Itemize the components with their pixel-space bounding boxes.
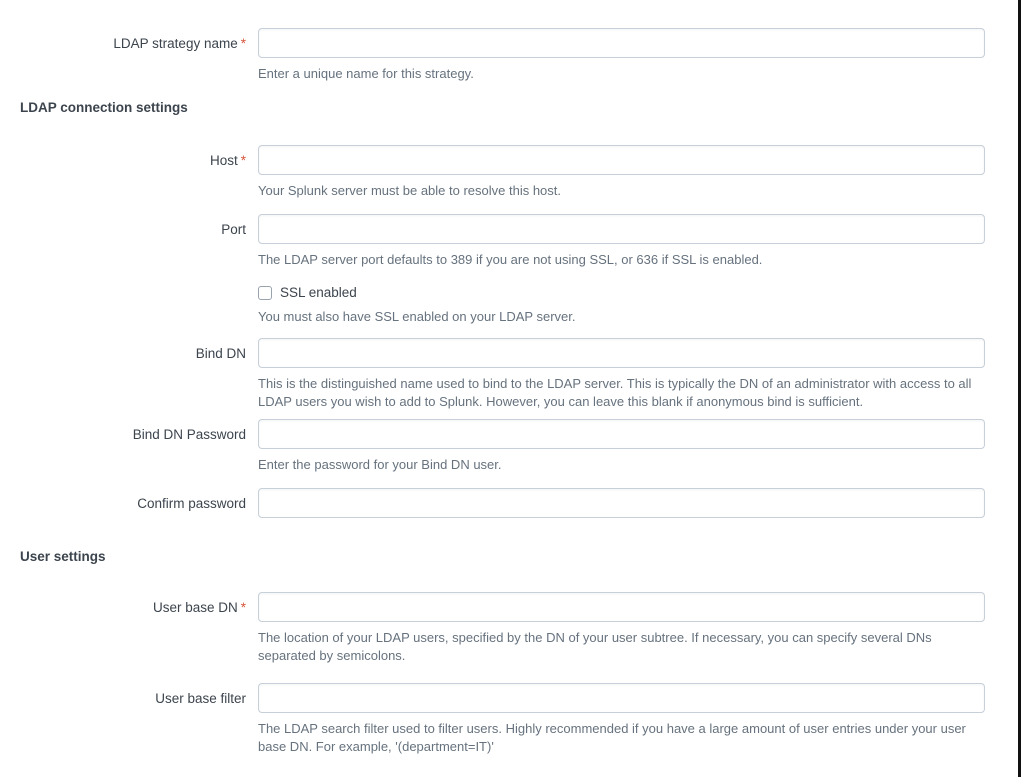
ssl-enabled-label[interactable]: SSL enabled: [280, 285, 357, 300]
host-label-text: Host: [209, 153, 238, 168]
bind-dn-password-input[interactable]: [258, 419, 985, 449]
port-help: The LDAP server port defaults to 389 if you are not using SSL, or 636 if SSL is enabled.: [258, 252, 763, 267]
section-heading-user-settings: User settings: [20, 549, 106, 564]
port-input[interactable]: [258, 214, 985, 244]
host-label: [0, 145, 258, 169]
user-base-dn-label-text: User base DN: [152, 600, 238, 615]
bind-dn-help: This is the distinguished name used to bind to the LDAP server. This is typically the DN of an administrator with access to all LDAP users you wish to add to Splunk. However, you can leave this blank if anonymous bind is sufficient.: [258, 376, 972, 409]
port-label-text: Port: [221, 222, 246, 237]
form-row-host: [0, 145, 1024, 200]
confirm-password-label: [0, 488, 258, 512]
user-base-dn-input[interactable]: [258, 592, 985, 622]
required-asterisk: *: [240, 600, 246, 615]
strategy-name-label-text: LDAP strategy name: [113, 36, 238, 51]
ssl-enabled-checkbox[interactable]: [258, 286, 272, 300]
bind-dn-input[interactable]: [258, 338, 985, 368]
form-row-bind-dn-password: [0, 419, 1024, 474]
strategy-name-help: Enter a unique name for this strategy.: [258, 66, 474, 81]
user-base-filter-input[interactable]: [258, 683, 985, 713]
bind-dn-label: [0, 338, 258, 362]
ssl-empty-label: [0, 285, 258, 293]
bind-dn-password-help: Enter the password for your Bind DN user.: [258, 457, 502, 472]
form-row-user-base-filter: [0, 683, 1024, 756]
confirm-password-input[interactable]: [258, 488, 985, 518]
window-edge-line: [1018, 0, 1021, 777]
strategy-name-input[interactable]: [258, 28, 985, 58]
section-heading-connection-settings: LDAP connection settings: [20, 100, 188, 115]
strategy-name-label: [0, 28, 258, 52]
port-label: [0, 214, 258, 238]
host-help: Your Splunk server must be able to resolve this host.: [258, 183, 562, 198]
form-row-user-base-dn: [0, 592, 1024, 665]
bind-dn-password-label-text: Bind DN Password: [132, 427, 246, 442]
user-base-dn-help: The location of your LDAP users, specified by the DN of your user subtree. If necessary, you can specify several DNs separated by semicolons.: [258, 630, 932, 663]
bind-dn-password-label: [0, 419, 258, 443]
confirm-password-label-text: Confirm password: [137, 496, 246, 511]
user-base-filter-label-text: User base filter: [155, 691, 246, 706]
bind-dn-label-text: Bind DN: [195, 346, 246, 361]
host-input[interactable]: [258, 145, 985, 175]
form-row-strategy-name: [0, 28, 1024, 83]
form-row-confirm-password: [0, 488, 1024, 518]
form-row-port: [0, 214, 1024, 269]
form-row-ssl-enabled: [0, 285, 1024, 326]
user-base-filter-label: [0, 683, 258, 707]
form-row-bind-dn: [0, 338, 1024, 411]
required-asterisk: *: [240, 153, 246, 168]
required-asterisk: *: [240, 36, 246, 51]
ssl-enabled-help: You must also have SSL enabled on your LDAP server.: [258, 309, 576, 324]
user-base-filter-help: The LDAP search filter used to filter users. Highly recommended if you have a large amount of user entries under your user base DN. For example, '(department=IT)': [258, 721, 966, 754]
user-base-dn-label: [0, 592, 258, 616]
